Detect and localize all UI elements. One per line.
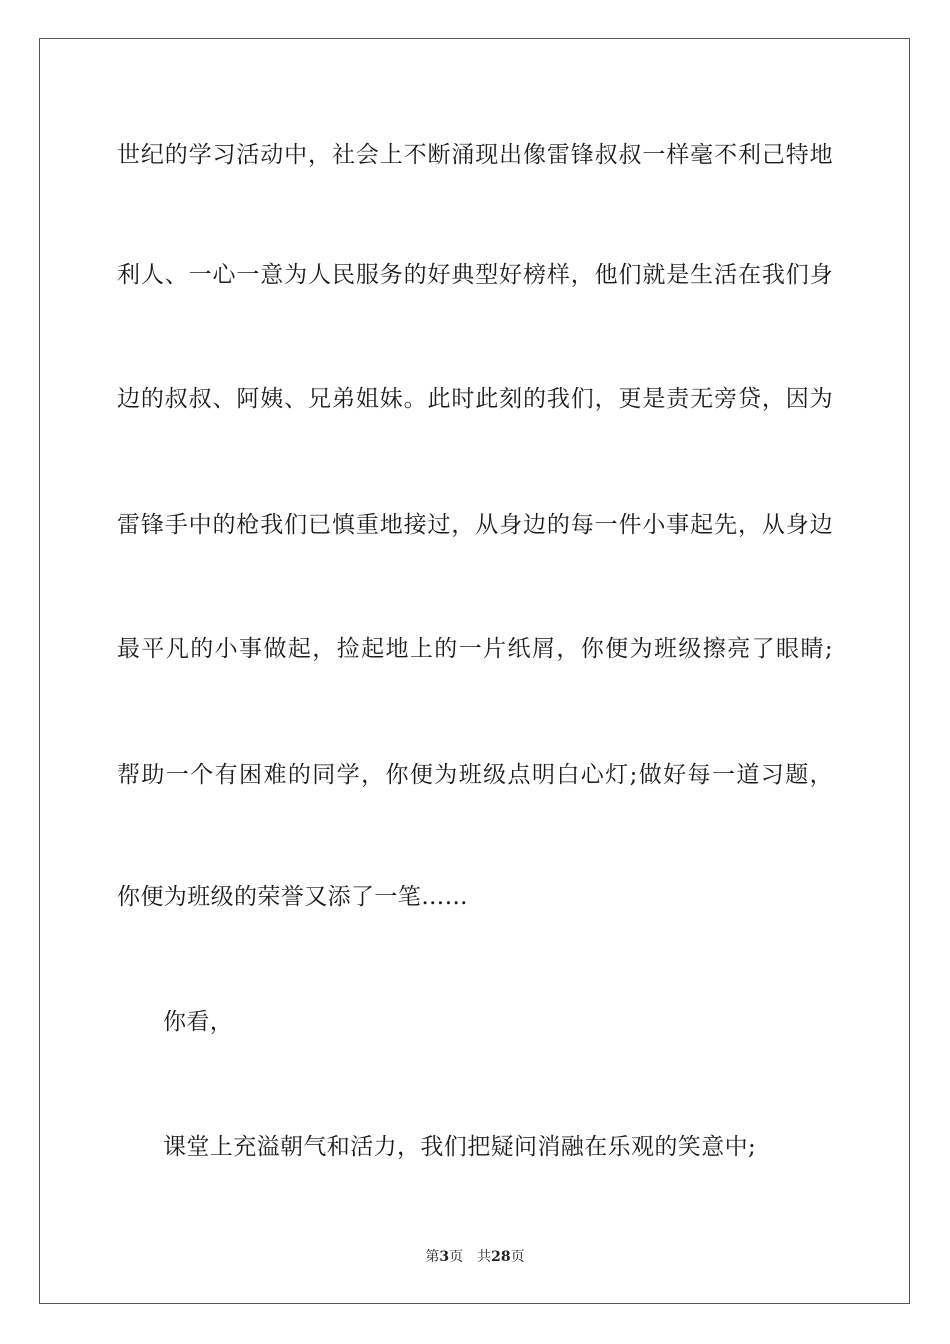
page-frame <box>39 38 910 1304</box>
body-line-9: 课堂上充溢朝气和活力，我们把疑问消融在乐观的笑意中; <box>163 1134 757 1160</box>
body-line-2: 利人、一心一意为人民服务的好典型好榜样，他们就是生活在我们身 <box>117 262 833 288</box>
footer-total-suffix: 页 <box>510 1249 525 1265</box>
footer-page-prefix: 第 <box>425 1249 440 1265</box>
body-line-6: 帮助一个有困难的同学，你便为班级点明白心灯;做好每一道习题， <box>117 762 833 788</box>
footer-page-number: 3 <box>439 1249 450 1265</box>
footer-page-suffix: 页 <box>449 1249 464 1265</box>
body-line-3: 边的叔叔、阿姨、兄弟姐妹。此时此刻的我们，更是责无旁贷，因为 <box>117 386 833 412</box>
page-footer <box>0 1248 950 1266</box>
footer-total-prefix: 共 <box>477 1249 492 1265</box>
body-line-1: 世纪的学习活动中，社会上不断涌现出像雷锋叔叔一样毫不利己特地 <box>117 142 833 168</box>
body-line-8: 你看， <box>163 1009 234 1035</box>
footer-total-pages: 28 <box>491 1249 511 1265</box>
body-line-7: 你便为班级的荣誉又添了一笔…… <box>117 884 468 910</box>
body-line-5: 最平凡的小事做起，捡起地上的一片纸屑，你便为班级擦亮了眼睛; <box>117 636 833 662</box>
body-line-4: 雷锋手中的枪我们已慎重地接过，从身边的每一件小事起先，从身边 <box>117 512 833 538</box>
